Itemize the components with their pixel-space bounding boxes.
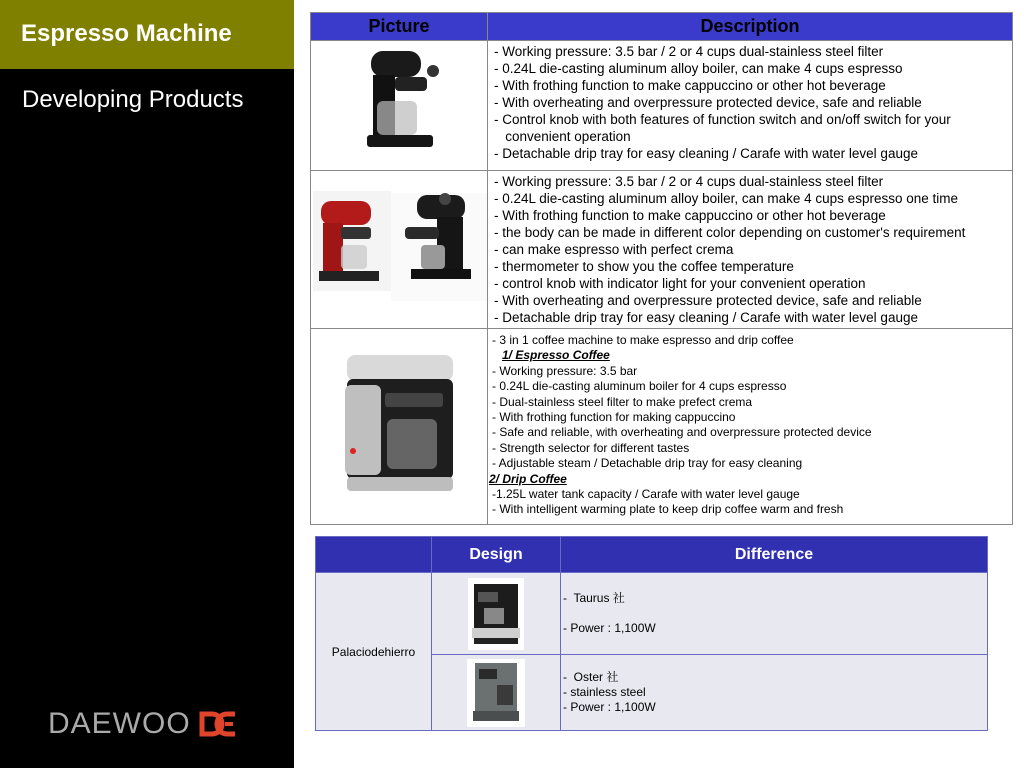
- desc-line: - Control knob with both features of function switch and on/off switch for your: [494, 112, 951, 127]
- table-row: [311, 171, 1013, 329]
- desc-line: - Safe and reliable, with overheating and overpressure protected device: [492, 425, 872, 440]
- desc-line: - Adjustable steam / Detachable drip tray for easy cleaning: [492, 456, 803, 471]
- espresso-machine-black-icon: [311, 41, 487, 165]
- desc-line: - 0.24L die-casting aluminum boiler for 4 cups espresso: [492, 379, 787, 394]
- difference-cell: [561, 655, 988, 731]
- desc-line: - 0.24L die-casting aluminum alloy boiler, can make 4 cups espresso: [494, 61, 903, 76]
- desc-line: - With frothing function to make cappuccino or other hot beverage: [494, 208, 886, 223]
- desc-line: - Strength selector for different tastes: [492, 440, 690, 455]
- desc-line: - Working pressure: 3.5 bar / 2 or 4 cups dual-stainless steel filter: [494, 174, 884, 189]
- espresso-machine-gray-small-icon: [467, 659, 525, 727]
- sidebar: [0, 0, 294, 768]
- drip-heading: 2/ Drip Coffee: [489, 471, 567, 486]
- header-picture: Picture: [311, 13, 488, 41]
- espresso-heading: 1/ Espresso Coffee: [502, 348, 610, 363]
- table-row: [311, 329, 1013, 525]
- desc-line: - 0.24L die-casting aluminum alloy boiler, can make 4 cups espresso one time: [494, 191, 958, 206]
- desc-line: - the body can be made in different color depending on customer's requirement: [494, 225, 966, 240]
- products-table: [310, 12, 1013, 525]
- brand-cell: Palaciodehierro: [316, 573, 432, 731]
- diff-line: - stainless steel: [563, 685, 646, 699]
- header-description: Description: [488, 13, 1013, 41]
- difference-cell: [561, 573, 988, 655]
- desc-line: - thermometer to show you the coffee temperature: [494, 259, 794, 274]
- diff-line: - Power : 1,100W: [563, 621, 656, 635]
- table-row: [311, 41, 1013, 171]
- desc-line: -1.25L water tank capacity / Carafe with water level gauge: [492, 487, 800, 502]
- description-cell: [488, 171, 1013, 329]
- comparison-header-row: [316, 537, 988, 573]
- desc-line: - With frothing function for making cappuccino: [492, 410, 736, 425]
- daewoo-logo: [48, 708, 239, 740]
- desc-line: - Detachable drip tray for easy cleaning / Carafe with water level gauge: [494, 310, 918, 325]
- logo-text: DAEWOO: [48, 707, 191, 740]
- desc-line: - Dual-stainless steel filter to make prefect crema: [492, 394, 753, 409]
- desc-line: - With intelligent warming plate to keep drip coffee warm and fresh: [492, 502, 844, 517]
- picture-cell: [311, 41, 488, 171]
- espresso-machine-red-and-black-icon: [311, 171, 487, 321]
- description-list: [488, 41, 1012, 164]
- header-design: Design: [432, 537, 561, 573]
- design-cell: [432, 655, 561, 731]
- desc-line: - Working pressure: 3.5 bar: [492, 363, 638, 378]
- desc-line: - With frothing function to make cappuccino or other hot beverage: [494, 78, 886, 93]
- description-cell: [488, 41, 1013, 171]
- desc-line: - can make espresso with perfect crema: [494, 242, 734, 257]
- desc-line: - control knob with indicator light for your convenient operation: [494, 276, 866, 291]
- diff-line: - Taurus 社: [563, 591, 625, 605]
- design-cell: [432, 573, 561, 655]
- title-bar: [0, 0, 294, 69]
- products-header-row: [311, 13, 1013, 41]
- combo-coffee-machine-silver-icon: [311, 329, 487, 519]
- desc-line: - Working pressure: 3.5 bar / 2 or 4 cups dual-stainless steel filter: [494, 44, 884, 59]
- comparison-table: [315, 536, 988, 731]
- diff-line: - Oster 社: [563, 670, 619, 684]
- diff-line: - Power : 1,100W: [563, 700, 656, 714]
- desc-line: - With overheating and overpressure protected device, safe and reliable: [494, 293, 922, 308]
- description-list: [488, 329, 1012, 522]
- desc-line: convenient operation: [494, 129, 631, 144]
- picture-cell: [311, 329, 488, 525]
- header-difference: Difference: [561, 537, 988, 573]
- espresso-machine-black-small-icon: [468, 578, 524, 650]
- description-list: [488, 171, 1012, 328]
- table-row: [316, 573, 988, 655]
- diff-line: [563, 606, 985, 621]
- slide-title: Espresso Machine: [21, 20, 232, 47]
- header-blank: [316, 537, 432, 573]
- description-cell: [488, 329, 1013, 525]
- slide-subtitle: Developing Products: [22, 86, 244, 113]
- desc-line: - 3 in 1 coffee machine to make espresso and drip coffee: [492, 333, 794, 347]
- daewoo-mark-icon: [199, 710, 239, 738]
- desc-line: - Detachable drip tray for easy cleaning / Carafe with water level gauge: [494, 146, 918, 161]
- desc-line: - With overheating and overpressure protected device, safe and reliable: [494, 95, 922, 110]
- picture-cell: [311, 171, 488, 329]
